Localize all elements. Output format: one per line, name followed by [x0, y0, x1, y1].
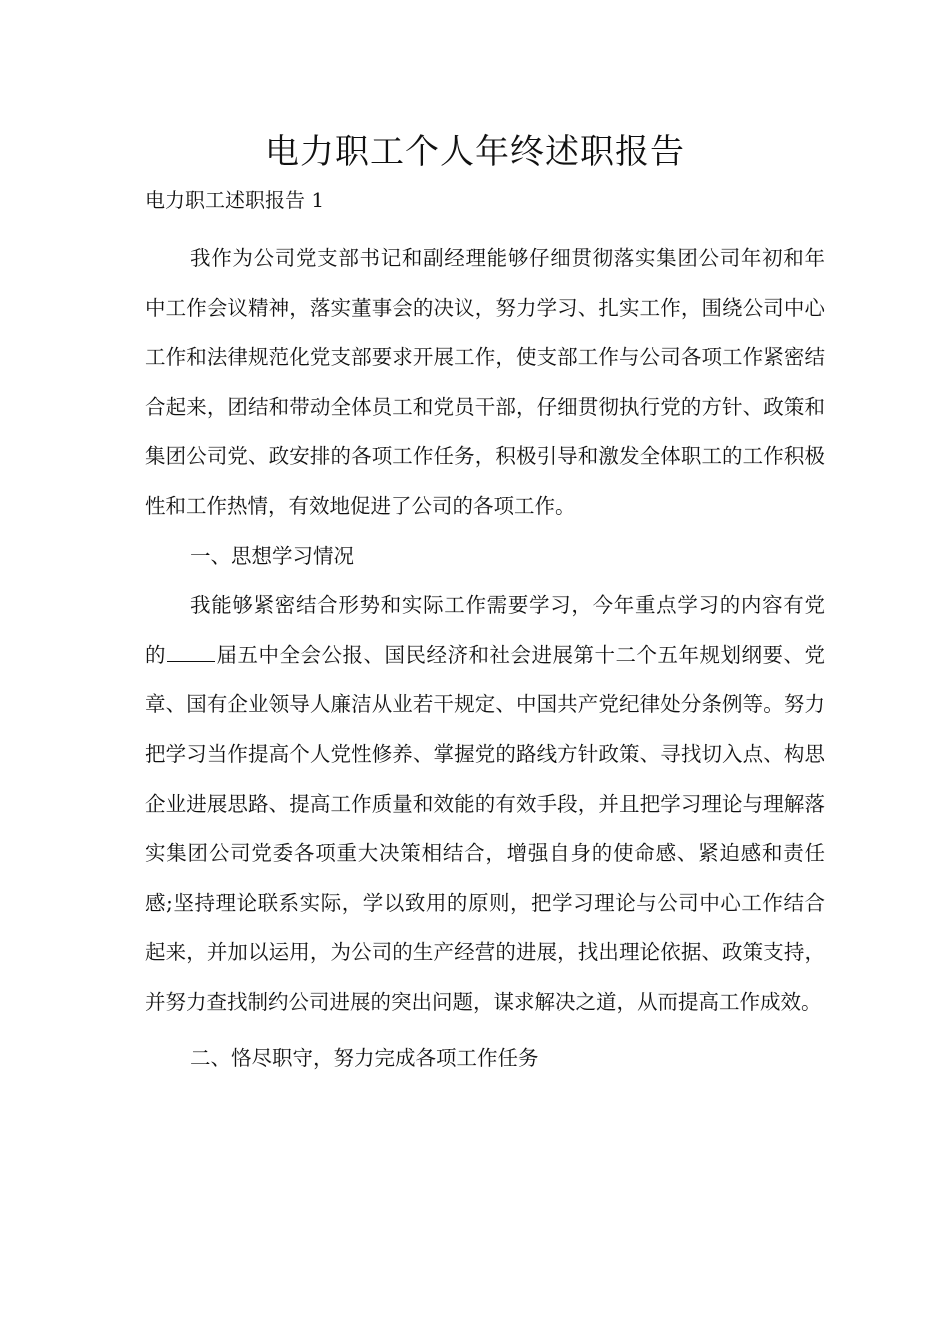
paragraph-study [145, 581, 825, 1027]
document-title: 电力职工个人年终述职报告 [265, 132, 685, 172]
document-body [145, 234, 825, 1083]
section-heading-2: 二、恪尽职守，努力完成各项工作任务 [190, 1045, 539, 1070]
document-subtitle: 电力职工述职报告 1 [145, 188, 325, 212]
paragraph-study-part1: 我能够紧密结合形势和实际工作需要学习，今年重点学习的内容有党的 [145, 593, 825, 667]
fill-in-blank [167, 643, 215, 662]
paragraph-study-part2: 届五中全会公报、国民经济和社会进展第十二个五年规划纲要、党章、国有企业领导人廉洁从业若干规定、中国共产党纪律处分条例等。努力把学习当作提高个人党性修养、掌握党的路线方针政策、寻找切入点、构思企业进展思路、提高工作质量和效能的有效手段，并且把学习理论与理解落实集团公司党委各项重大决策相结合，增强自身的使命感、紧迫感和责任感;坚持理论联系实际，学以致用的原则，把学习理论与公司中心工作结合起来，并加以运用，为公司的生产经营的进展，找出理论依据、政策支持，并努力查找制约公司进展的突出问题，谋求解决之道，从而提高工作成效。 [145, 642, 825, 1014]
section-heading-1: 一、思想学习情况 [190, 543, 354, 568]
paragraph-intro: 我作为公司党支部书记和副经理能够仔细贯彻落实集团公司年初和年中工作会议精神，落实董事会的决议，努力学习、扎实工作，围绕公司中心工作和法律规范化党支部要求开展工作，使支部工作与公司各项工作紧密结合起来，团结和带动全体员工和党员干部，仔细贯彻执行党的方针、政策和集团公司党、政安排的各项工作任务，积极引导和激发全体职工的工作积极性和工作热情，有效地促进了公司的各项工作。 [145, 246, 825, 518]
